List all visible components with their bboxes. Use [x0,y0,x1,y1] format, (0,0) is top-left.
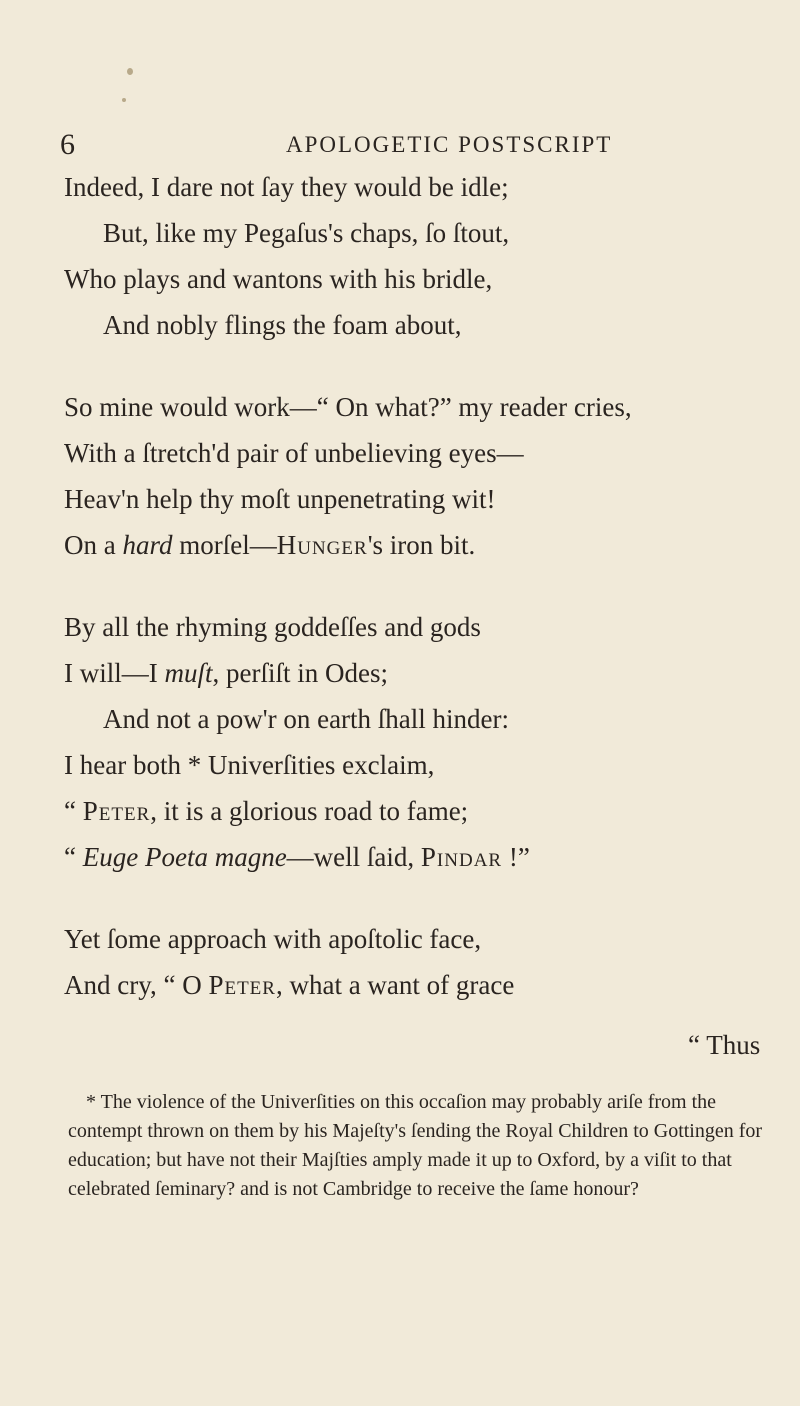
page-number: 6 [60,128,75,161]
verse-line: Yet ſome approach with apoſtolic face, [64,924,482,954]
page-header [60,128,760,168]
verse-line: By all the rhyming goddeſſes and gods [64,612,481,642]
footnote-text: * The violence of the Univerſities on this occaſion may probably ariſe from the contempt thrown on them by his Majeſty's ſending the Royal Children to Gottingen for education; but have not their Majſties amply made it up to Oxford, by a viſit to that celebrated ſeminary? and is not Cambridge to receive the ſame honour? [68,1091,763,1200]
verse-line: On a hard morſel—Hunger's iron bit. [64,530,476,560]
footnote [68,1088,768,1204]
paper-speck [122,98,126,102]
verse-line: Who plays and wantons with his bridle, [64,264,493,294]
verse-line: I hear both * Univerſities exclaim, [64,750,435,780]
catchword: “ Thus [688,1030,761,1060]
verse-line: Heav'n help thy moſt unpenetrating wit! [64,484,496,514]
verse-line: I will—I muſt, perſiſt in Odes; [64,658,388,688]
verse-line: So mine would work—“ On what?” my reader cries, [64,392,632,422]
verse-line: Indeed, I dare not ſay they would be idle; [64,172,509,202]
verse-line: And not a pow'r on earth ſhall hinder: [103,704,510,734]
verse-line: And nobly flings the foam about, [103,310,462,340]
verse-line: But, like my Pegaſus's chaps, ſo ſtout, [103,218,510,248]
running-head: APOLOGETIC POSTSCRIPT [286,132,613,157]
verse-line: And cry, “ O Peter, what a want of grace [64,970,515,1000]
paper-speck [127,68,133,75]
verse-line: With a ſtretch'd pair of unbelieving eyes— [64,438,524,468]
verse-line: “ Peter, it is a glorious road to fame; [64,796,469,826]
verse-line: “ Euge Poeta magne—well ſaid, Pindar !” [64,842,530,872]
